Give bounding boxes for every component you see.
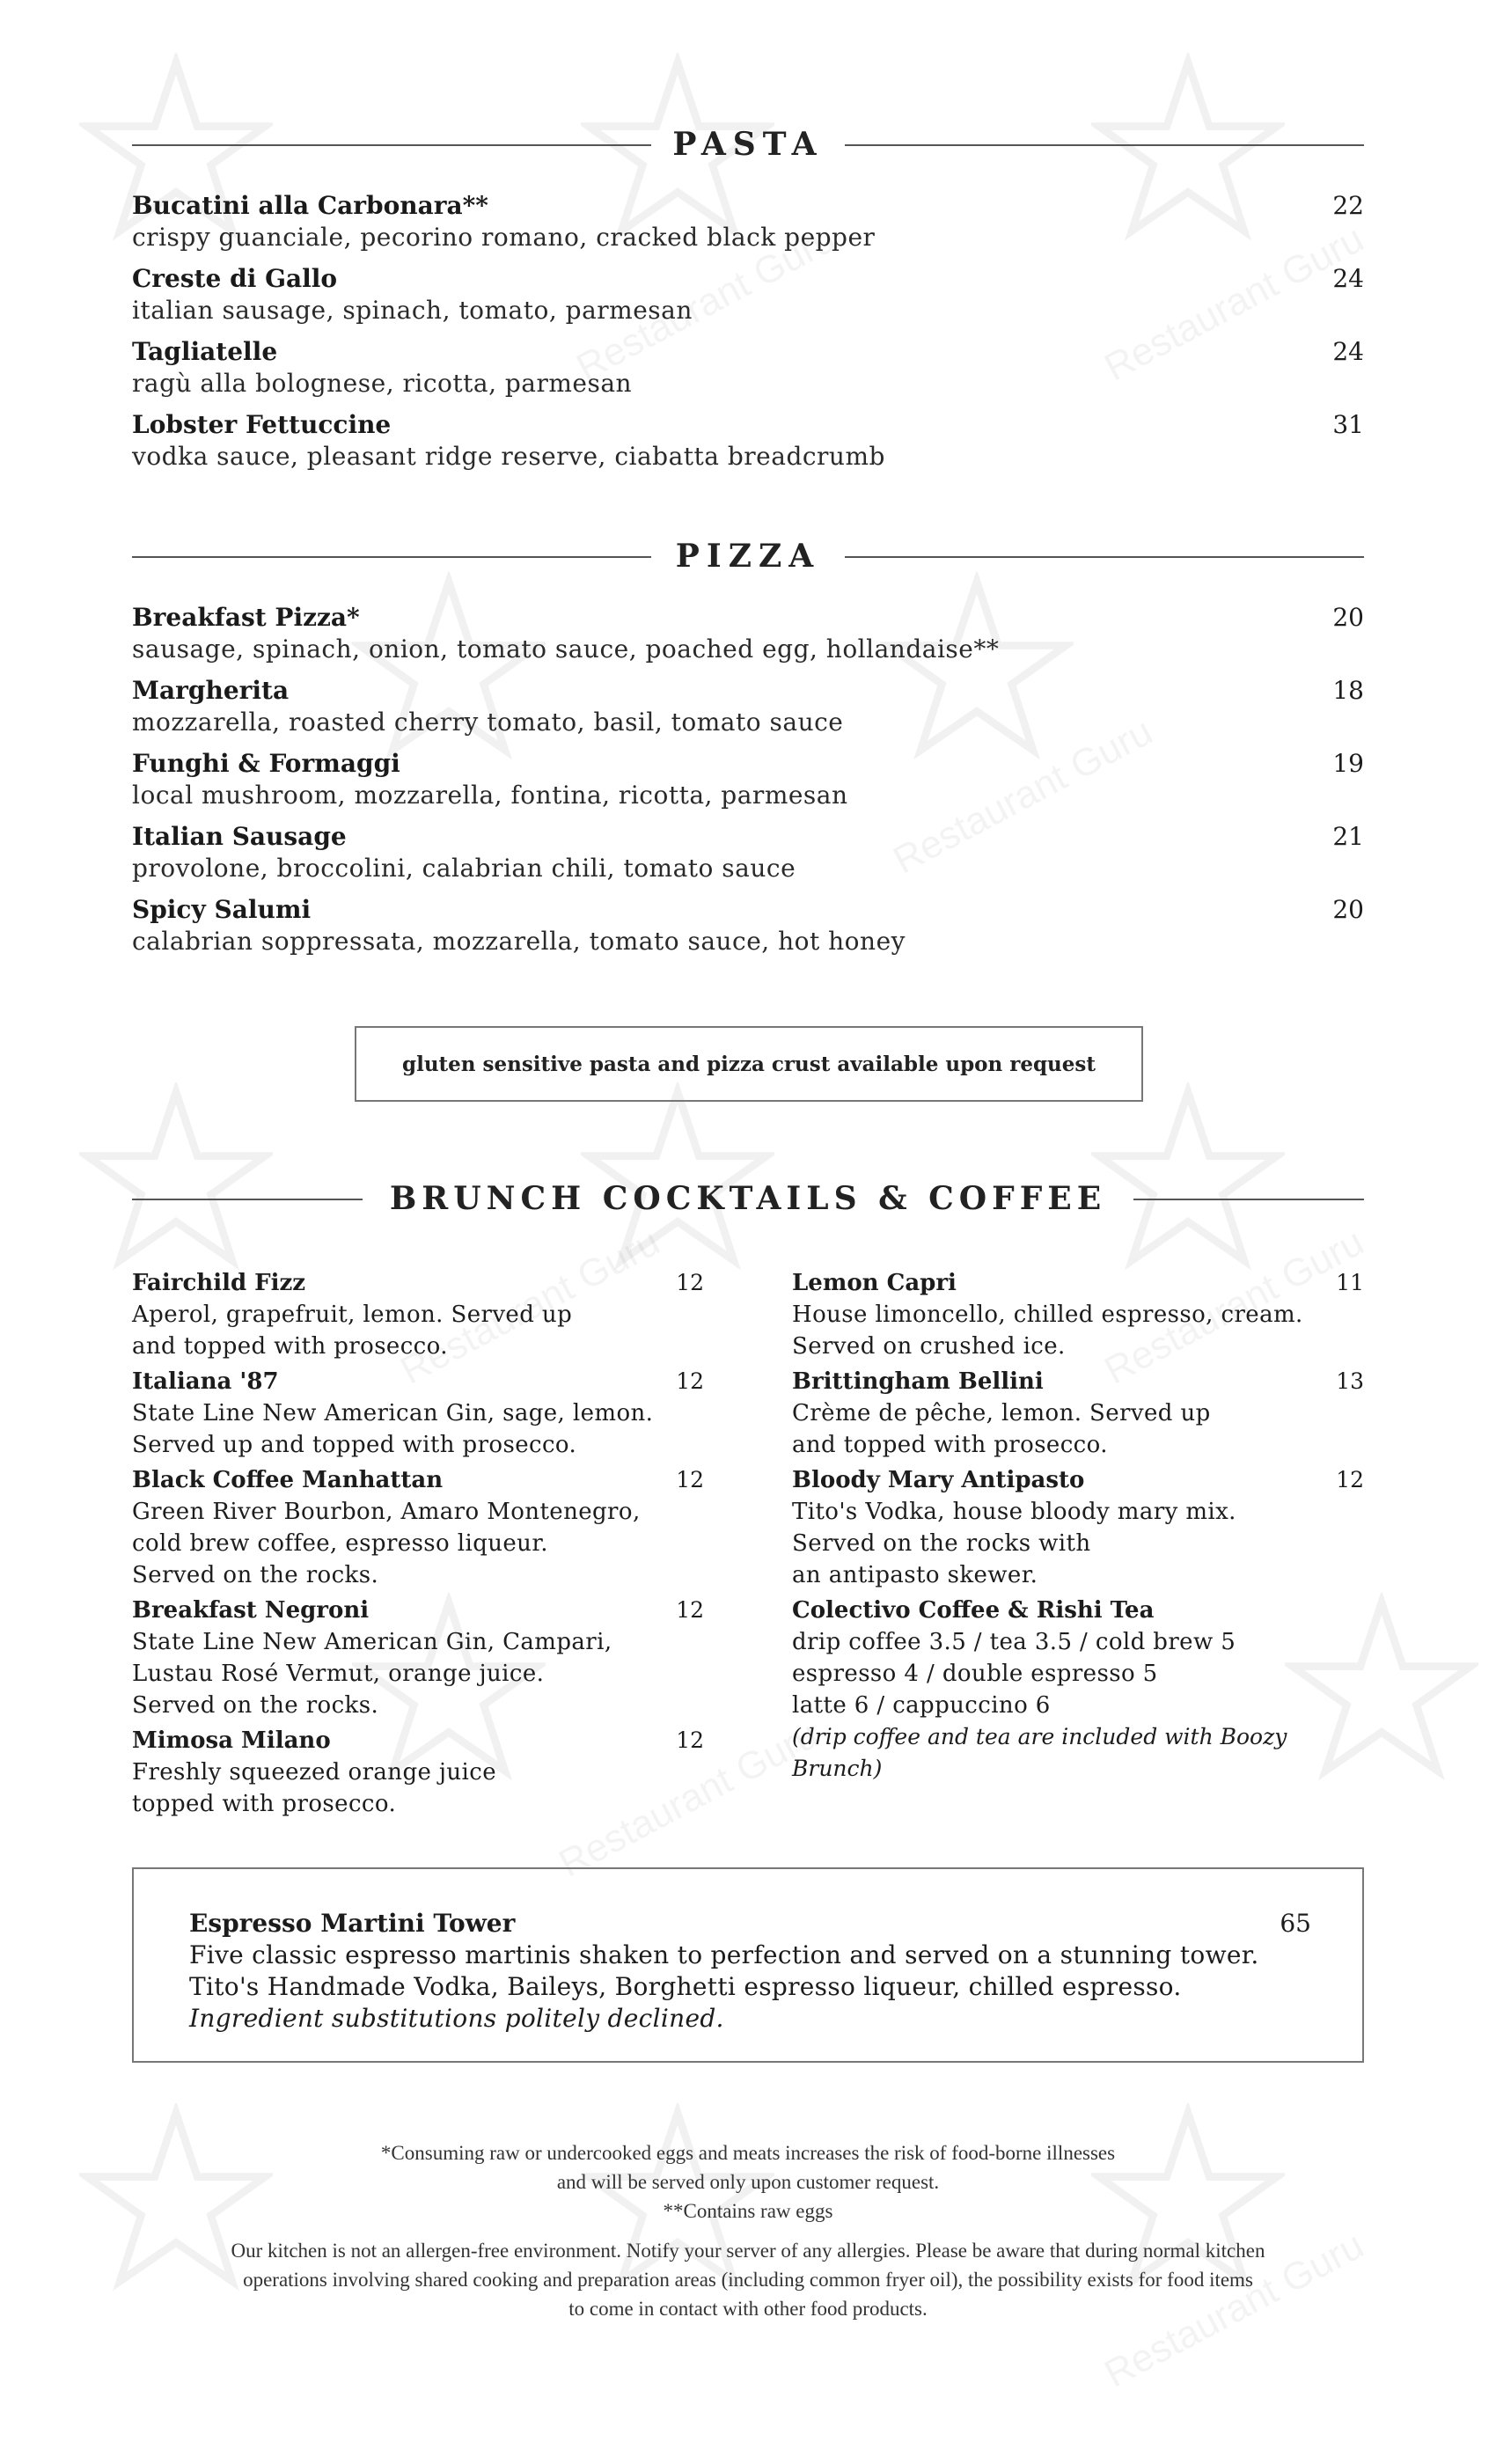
item-name: Italian Sausage xyxy=(132,822,347,851)
tower-note: Ingredient substitutions politely declined. xyxy=(189,2004,724,2033)
cocktail-item xyxy=(132,1725,704,1820)
coffee-prices: drip coffee 3.5 / tea 3.5 / cold brew 5 xyxy=(792,1629,1236,1655)
disclaimer-line: *Consuming raw or undercooked eggs and meats increases the risk of food-borne illnesses xyxy=(380,2142,1116,2164)
tower-description: Tito's Handmade Vodka, Baileys, Borghetti espresso liqueur, chilled espresso. xyxy=(189,1972,1182,2001)
tower-item xyxy=(189,1908,1311,2035)
item-description: calabrian soppressata, mozzarella, tomato sauce, hot honey xyxy=(132,927,906,956)
cocktail-description: and topped with prosecco. xyxy=(132,1333,448,1360)
gluten-note-text: gluten sensitive pasta and pizza crust available upon request xyxy=(402,1052,1096,1076)
cocktail-item xyxy=(792,1464,1364,1591)
cocktail-description: Served on the rocks. xyxy=(132,1692,379,1719)
menu-item xyxy=(132,336,1364,400)
cocktail-item xyxy=(132,1464,704,1591)
cocktails-left-column xyxy=(132,1267,704,1823)
pasta-section-header xyxy=(132,127,1364,162)
cocktail-name: Bloody Mary Antipasto xyxy=(792,1467,1085,1493)
fork-star-logo-icon xyxy=(1091,1082,1285,1276)
allergen-line: Our kitchen is not an allergen-free environment. Notify your server of any allergies. Please be aware that during normal kitchen xyxy=(231,2240,1265,2262)
item-name: Spicy Salumi xyxy=(132,895,312,924)
item-price: 31 xyxy=(1332,410,1364,439)
divider xyxy=(845,556,1364,558)
cocktail-description: Served up and topped with prosecco. xyxy=(132,1432,577,1458)
cocktail-description: Served on the rocks. xyxy=(132,1562,379,1588)
cocktail-description: topped with prosecco. xyxy=(132,1791,397,1817)
menu-item xyxy=(132,748,1364,811)
item-description: mozzarella, roasted cherry tomato, basil, tomato sauce xyxy=(132,708,844,737)
menu-item xyxy=(132,190,1364,253)
cocktail-price: 12 xyxy=(676,1467,704,1492)
item-name: Margherita xyxy=(132,676,290,705)
coffee-prices: latte 6 / cappuccino 6 xyxy=(792,1692,1051,1719)
cocktails-section-title: BRUNCH COCKTAILS & COFFEE xyxy=(389,1180,1107,1217)
cocktail-description: an antipasto skewer. xyxy=(792,1562,1038,1588)
cocktail-description: Lustau Rosé Vermut, orange juice. xyxy=(132,1661,545,1687)
coffee-note: (drip coffee and tea are included with Boozy Brunch) xyxy=(792,1724,1287,1781)
item-price: 21 xyxy=(1332,822,1364,851)
pizza-section-header xyxy=(132,539,1364,574)
cocktail-name: Black Coffee Manhattan xyxy=(132,1467,444,1493)
cocktail-item xyxy=(132,1595,704,1721)
cocktail-description: State Line New American Gin, sage, lemon. xyxy=(132,1400,654,1426)
fork-star-logo-icon xyxy=(79,1082,273,1276)
cocktail-name: Mimosa Milano xyxy=(132,1727,331,1754)
menu-item xyxy=(132,675,1364,738)
cocktail-price: 13 xyxy=(1336,1368,1364,1394)
item-description: vodka sauce, pleasant ridge reserve, ciabatta breadcrumb xyxy=(132,442,885,471)
item-name: Funghi & Formaggi xyxy=(132,749,400,778)
cocktail-item xyxy=(792,1366,1364,1461)
item-description: crispy guanciale, pecorino romano, cracked black pepper xyxy=(132,223,876,252)
cocktail-description: State Line New American Gin, Campari, xyxy=(132,1629,612,1655)
tower-description: Five classic espresso martinis shaken to perfection and served on a stunning tower. xyxy=(189,1940,1259,1969)
footer-disclaimer xyxy=(132,2138,1364,2323)
cocktail-description: Green River Bourbon, Amaro Montenegro, xyxy=(132,1499,641,1525)
menu-item xyxy=(132,409,1364,473)
cocktail-item xyxy=(792,1267,1364,1362)
coffee-name: Colectivo Coffee & Rishi Tea xyxy=(792,1597,1155,1624)
tower-name: Espresso Martini Tower xyxy=(189,1909,516,1938)
cocktail-description: Served on crushed ice. xyxy=(792,1333,1066,1360)
item-price: 24 xyxy=(1332,264,1364,293)
item-name: Lobster Fettuccine xyxy=(132,410,392,439)
item-name: Breakfast Pizza* xyxy=(132,603,360,632)
cocktail-price: 12 xyxy=(676,1597,704,1623)
cocktail-price: 12 xyxy=(676,1368,704,1394)
item-price: 20 xyxy=(1332,895,1364,924)
item-price: 24 xyxy=(1332,337,1364,366)
menu-item xyxy=(132,894,1364,957)
item-price: 20 xyxy=(1332,603,1364,632)
cocktail-description: and topped with prosecco. xyxy=(792,1432,1108,1458)
cocktail-price: 12 xyxy=(1336,1467,1364,1492)
item-price: 22 xyxy=(1332,191,1364,220)
cocktail-name: Fairchild Fizz xyxy=(132,1270,306,1296)
cocktail-item xyxy=(132,1366,704,1461)
cocktail-name: Lemon Capri xyxy=(792,1270,957,1296)
item-description: sausage, spinach, onion, tomato sauce, poached egg, hollandaise** xyxy=(132,634,1000,664)
disclaimer-line: and will be served only upon customer request. xyxy=(556,2171,940,2193)
item-name: Tagliatelle xyxy=(132,337,278,366)
item-description: local mushroom, mozzarella, fontina, ricotta, parmesan xyxy=(132,781,848,810)
cocktail-name: Breakfast Negroni xyxy=(132,1597,370,1624)
allergen-line: operations involving shared cooking and preparation areas (including common fryer oil), the possibility exists for food items xyxy=(243,2269,1253,2291)
cocktail-price: 12 xyxy=(676,1727,704,1753)
item-description: ragù alla bolognese, ricotta, parmesan xyxy=(132,369,633,398)
allergen-line: to come in contact with other food products. xyxy=(568,2298,928,2320)
cocktail-description: Freshly squeezed orange juice xyxy=(132,1759,497,1786)
item-description: provolone, broccolini, calabrian chili, tomato sauce xyxy=(132,854,796,883)
cocktails-right-column xyxy=(792,1267,1364,1788)
divider xyxy=(1133,1199,1364,1200)
disclaimer-line: **Contains raw eggs xyxy=(663,2200,833,2222)
menu-item xyxy=(132,821,1364,884)
cocktail-price: 12 xyxy=(676,1270,704,1295)
menu-item xyxy=(132,263,1364,326)
cocktail-description: House limoncello, chilled espresso, cream. xyxy=(792,1302,1303,1328)
divider xyxy=(845,144,1364,146)
tower-price: 65 xyxy=(1280,1909,1311,1938)
coffee-item xyxy=(792,1595,1364,1785)
pizza-section-title: PIZZA xyxy=(675,538,821,575)
cocktail-description: Crème de pêche, lemon. Served up xyxy=(792,1400,1211,1426)
item-name: Creste di Gallo xyxy=(132,264,338,293)
cocktail-name: Brittingham Bellini xyxy=(792,1368,1044,1395)
coffee-prices: espresso 4 / double espresso 5 xyxy=(792,1661,1158,1687)
fork-star-logo-icon xyxy=(581,1082,774,1276)
cocktail-description: Tito's Vodka, house bloody mary mix. xyxy=(792,1499,1236,1525)
pasta-section-title: PASTA xyxy=(672,126,824,163)
cocktail-description: Served on the rocks with xyxy=(792,1530,1091,1557)
item-price: 18 xyxy=(1332,676,1364,705)
cocktail-item xyxy=(132,1267,704,1362)
espresso-tower-box xyxy=(132,1867,1364,2063)
item-description: italian sausage, spinach, tomato, parmesan xyxy=(132,296,693,325)
item-price: 19 xyxy=(1332,749,1364,778)
cocktail-description: cold brew coffee, espresso liqueur. xyxy=(132,1530,548,1557)
gluten-note-box xyxy=(355,1026,1143,1102)
item-name: Bucatini alla Carbonara** xyxy=(132,191,488,220)
cocktails-section-header xyxy=(132,1181,1364,1216)
menu-item xyxy=(132,602,1364,665)
cocktail-name: Italiana '87 xyxy=(132,1368,279,1395)
cocktail-description: Aperol, grapefruit, lemon. Served up xyxy=(132,1302,573,1328)
cocktail-price: 11 xyxy=(1336,1270,1364,1295)
